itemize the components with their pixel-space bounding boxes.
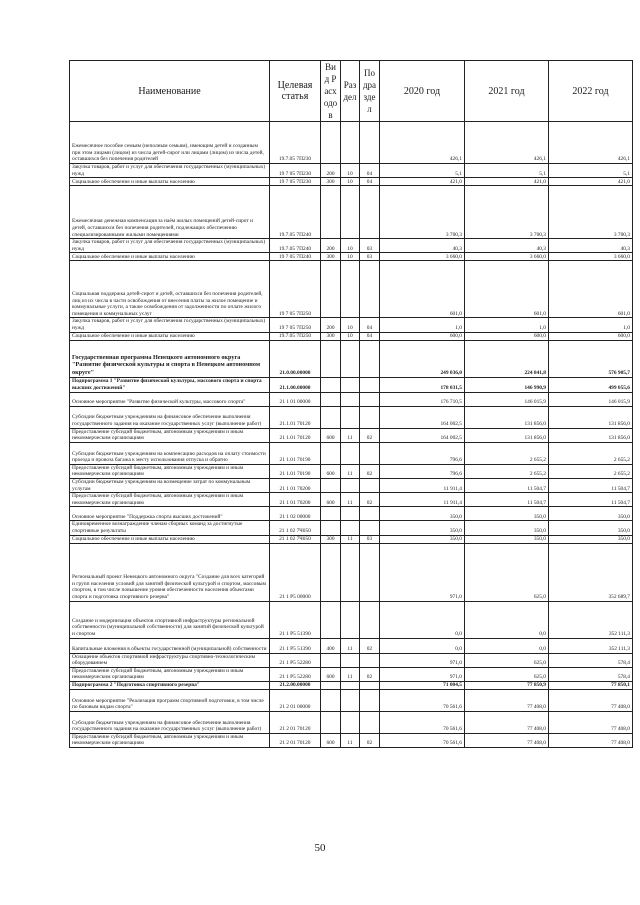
row-value-2022: 352 111,3 [549, 638, 633, 653]
row-razdel: 11 [341, 535, 360, 543]
row-target-code: 21 1.01 70120 [270, 428, 321, 442]
row-value-2021: 5,1 [465, 164, 549, 178]
row-value-2022: 426,1 [549, 122, 633, 164]
row-razdel: 10 [341, 318, 360, 332]
row-value-2020: 350,0 [380, 521, 465, 535]
row-podrazdel: 04 [360, 318, 380, 332]
row-vid: 300 [321, 535, 341, 543]
row-target-code: 21 1 01 70200 [270, 493, 321, 507]
row-value-2022: 77 408,0 [549, 711, 633, 733]
row-target-code: 21 2 01 70120 [270, 711, 321, 733]
row-name: Капитальные вложения в объекты государственной (муниципальной) собственности [70, 638, 270, 653]
col-header-target: Целевая статья [270, 61, 321, 122]
row-name: Социальная поддержка детей-сирот и детей, оставшихся без попечения родителей, лиц из их числа в части освобождения от внесения платы за жилое помещение и коммунальные услуги, а также освобождения от задолженности по оплате жилого помещения и коммунальных услуг [70, 261, 270, 318]
row-razdel: 11 [341, 733, 360, 747]
table-row [70, 667, 633, 681]
row-name: Социальное обеспечение и иные выплаты населению [70, 535, 270, 543]
row-value-2020: 600,0 [380, 332, 465, 340]
row-name: Субсидии бюджетным учреждениям на компенсацию расходов на оплату стоимости проезда и провоза багажа к месту использования отпуска и обратно [70, 442, 270, 464]
row-value-2022: 600,0 [549, 332, 633, 340]
row-target-code: 21 1.01 70190 [270, 442, 321, 464]
table-row [70, 239, 633, 253]
row-vid: 200 [321, 239, 341, 253]
row-vid [321, 392, 341, 406]
row-name: Субсидии бюджетным учреждениям на финансовое обеспечение выполнения государственного задания на оказание государственных услуг (выполнение работ) [70, 711, 270, 733]
row-value-2021: 77 408,0 [465, 733, 549, 747]
budget-table-sheet [69, 60, 632, 748]
row-razdel [341, 601, 360, 638]
row-target-code: 21 1 02 7Ч050 [270, 535, 321, 543]
row-razdel [341, 392, 360, 406]
row-value-2020: 1,0 [380, 318, 465, 332]
row-razdel [341, 377, 360, 392]
row-razdel [341, 507, 360, 521]
table-row [70, 261, 633, 318]
row-value-2022: 131 856,0 [549, 406, 633, 428]
row-value-2020: 421,0 [380, 178, 465, 186]
row-target-code: 21 2 01 70120 [270, 733, 321, 747]
row-value-2022: 601,0 [549, 261, 633, 318]
row-podrazdel [360, 442, 380, 464]
row-razdel [341, 521, 360, 535]
table-row [70, 681, 633, 689]
row-value-2020: 70 561,6 [380, 733, 465, 747]
row-name: Предоставление субсидий бюджетным, автономным учреждениям и иным некоммерческим организациям [70, 464, 270, 478]
table-row [70, 543, 633, 601]
row-value-2022: 350,0 [549, 507, 633, 521]
row-value-2020: 11 911,4 [380, 478, 465, 492]
row-target-code: 19 7 05 7П230 [270, 164, 321, 178]
row-podrazdel: 03 [360, 253, 380, 261]
table-row [70, 711, 633, 733]
row-value-2020: 176 710,5 [380, 392, 465, 406]
row-vid: 400 [321, 638, 341, 653]
page-number: 50 [314, 842, 326, 854]
row-value-2022: 5,1 [549, 164, 633, 178]
row-podrazdel: 04 [360, 178, 380, 186]
row-value-2021: 0,0 [465, 601, 549, 638]
row-value-2020: 164 002,5 [380, 428, 465, 442]
row-podrazdel [360, 261, 380, 318]
row-name: Закупка товаров, работ и услуг для обеспечения государственных (муниципальных) нужд [70, 318, 270, 332]
row-value-2021: 350,0 [465, 521, 549, 535]
row-vid: 300 [321, 178, 341, 186]
row-target-code: 21 1.01 70190 [270, 464, 321, 478]
row-razdel: 10 [341, 178, 360, 186]
row-razdel [341, 406, 360, 428]
row-value-2020: 5,1 [380, 164, 465, 178]
row-podrazdel [360, 392, 380, 406]
row-name: Основное мероприятие "Развитие физической культуры, массового спорта" [70, 392, 270, 406]
table-row [70, 406, 633, 428]
row-razdel [341, 681, 360, 689]
table-row [70, 464, 633, 478]
row-value-2020: 249 036,0 [380, 340, 465, 377]
row-value-2022: 3 700,3 [549, 186, 633, 239]
table-header-row [70, 61, 633, 122]
row-name: Закупка товаров, работ и услуг для обеспечения государственных (муниципальных) нужд [70, 239, 270, 253]
row-value-2020: 70 561,6 [380, 689, 465, 711]
row-value-2020: 3 660,0 [380, 253, 465, 261]
row-value-2020: 426,1 [380, 122, 465, 164]
row-podrazdel: 03 [360, 239, 380, 253]
row-podrazdel [360, 689, 380, 711]
row-razdel: 11 [341, 428, 360, 442]
row-value-2021: 11 504,7 [465, 493, 549, 507]
row-podrazdel: 02 [360, 464, 380, 478]
row-podrazdel [360, 711, 380, 733]
row-value-2020: 40,3 [380, 239, 465, 253]
row-value-2022: 350,0 [549, 535, 633, 543]
row-target-code: 21 1 Р5 00000 [270, 543, 321, 601]
col-header-2022: 2022 год [549, 61, 633, 122]
row-value-2021: 3 660,0 [465, 253, 549, 261]
row-value-2021: 11 504,7 [465, 478, 549, 492]
row-value-2020: 71 004,5 [380, 681, 465, 689]
row-value-2021: 426,1 [465, 122, 549, 164]
row-razdel [341, 543, 360, 601]
row-razdel: 11 [341, 667, 360, 681]
row-razdel: 11 [341, 464, 360, 478]
row-value-2021: 350,0 [465, 507, 549, 521]
row-vid [321, 507, 341, 521]
row-target-code: 19 7 05 7П250 [270, 261, 321, 318]
row-vid [321, 340, 341, 377]
row-vid [321, 186, 341, 239]
row-podrazdel [360, 340, 380, 377]
row-target-code: 21 1 02 7Ч050 [270, 521, 321, 535]
row-name: Предоставление субсидий бюджетным, автономным учреждениям и иным некоммерческим организациям [70, 733, 270, 747]
row-value-2022: 352 111,3 [549, 601, 633, 638]
row-value-2022: 421,0 [549, 178, 633, 186]
row-value-2021: 77 408,0 [465, 711, 549, 733]
row-name: Предоставление субсидий бюджетным, автономным учреждениям и иным некоммерческим организациям [70, 428, 270, 442]
row-name: Закупка товаров, работ и услуг для обеспечения государственных (муниципальных) нужд [70, 164, 270, 178]
row-target-code: 21 1 Р5 51390 [270, 601, 321, 638]
row-name: Социальное обеспечение и иные выплаты населению [70, 332, 270, 340]
table-row [70, 689, 633, 711]
row-name: Социальное обеспечение и иные выплаты населению [70, 178, 270, 186]
row-value-2022: 40,3 [549, 239, 633, 253]
row-value-2022: 2 655,2 [549, 442, 633, 464]
row-value-2020: 11 911,4 [380, 493, 465, 507]
row-podrazdel [360, 377, 380, 392]
row-value-2021: 146 015,9 [465, 392, 549, 406]
row-name: Региональный проект Ненецкого автономного округа "Создание для всех категорий и групп населения условий для занятий физической культурой и спортом, массовым спортом, в том числе повышение уровня обеспеченности населения объектами спорта и подготовка спортивного резерва" [70, 543, 270, 601]
table-row [70, 377, 633, 392]
row-target-code: 21 1 Р5 51390 [270, 638, 321, 653]
row-vid: 300 [321, 253, 341, 261]
table-row [70, 122, 633, 164]
row-value-2021: 77 850,9 [465, 681, 549, 689]
col-header-2021: 2021 год [465, 61, 549, 122]
row-name: Субсидии бюджетным учреждениям на финансовое обеспечение выполнения государственного задания на оказание государственных услуг (выполнение работ) [70, 406, 270, 428]
row-podrazdel [360, 681, 380, 689]
row-name: Единовременное вознаграждение членам сборных команд за достигнутые спортивные результаты [70, 521, 270, 535]
row-name: Основное мероприятие "Поддержка спорта высших достижений" [70, 507, 270, 521]
row-value-2021: 2 655,2 [465, 464, 549, 478]
row-podrazdel: 02 [360, 667, 380, 681]
row-podrazdel: 03 [360, 535, 380, 543]
row-target-code: 21.1.00.00000 [270, 377, 321, 392]
row-value-2021: 601,0 [465, 261, 549, 318]
row-value-2020: 796,6 [380, 442, 465, 464]
row-razdel [341, 122, 360, 164]
row-podrazdel [360, 406, 380, 428]
row-value-2021: 146 990,9 [465, 377, 549, 392]
row-target-code: 21 1 01 70200 [270, 478, 321, 492]
row-value-2022: 3 660,0 [549, 253, 633, 261]
row-value-2021: 625,0 [465, 667, 549, 681]
row-value-2021: 40,3 [465, 239, 549, 253]
row-value-2022: 146 015,9 [549, 392, 633, 406]
row-value-2021: 350,0 [465, 535, 549, 543]
row-target-code: 21 1 Р5 52280 [270, 667, 321, 681]
row-value-2020: 70 561,6 [380, 711, 465, 733]
row-value-2020: 3 700,3 [380, 186, 465, 239]
row-podrazdel [360, 521, 380, 535]
row-vid [321, 478, 341, 492]
row-value-2020: 971,0 [380, 667, 465, 681]
row-name: Ежемесячная денежная компенсация за наём жилых помещений детей-сирот и детей, оставшихся без попечения родителей, подлежащих обеспечению специализированными жилыми помещениями [70, 186, 270, 239]
table-row [70, 332, 633, 340]
row-value-2022: 11 504,7 [549, 493, 633, 507]
row-razdel [341, 186, 360, 239]
col-header-name: Наименование [70, 61, 270, 122]
row-value-2022: 352 689,7 [549, 543, 633, 601]
row-podrazdel [360, 601, 380, 638]
row-value-2022: 350,0 [549, 521, 633, 535]
row-target-code: 21 2 01 00000 [270, 689, 321, 711]
table-row [70, 478, 633, 492]
row-value-2020: 164 002,5 [380, 406, 465, 428]
row-value-2022: 576 905,7 [549, 340, 633, 377]
row-name: Предоставление субсидий бюджетным, автономным учреждениям и иным некоммерческим организациям [70, 667, 270, 681]
row-name: Создание и модернизация объектов спортивной инфраструктуры региональной собственности (муниципальной собственности) для занятий физической культурой и спортом [70, 601, 270, 638]
row-value-2021: 625,0 [465, 653, 549, 667]
row-value-2020: 971,0 [380, 543, 465, 601]
row-value-2022: 77 408,0 [549, 689, 633, 711]
row-vid: 600 [321, 428, 341, 442]
row-target-code: 19 7 05 7П250 [270, 318, 321, 332]
row-podrazdel [360, 507, 380, 521]
row-razdel: 10 [341, 239, 360, 253]
row-vid: 600 [321, 493, 341, 507]
row-name: Оснащение объектов спортивной инфраструктуры спортивно-технологическим оборудованием [70, 653, 270, 667]
row-razdel [341, 442, 360, 464]
row-vid [321, 543, 341, 601]
row-target-code: 19.7.05 7П230 [270, 122, 321, 164]
row-podrazdel [360, 478, 380, 492]
table-row [70, 653, 633, 667]
row-razdel: 11 [341, 493, 360, 507]
row-podrazdel: 02 [360, 733, 380, 747]
row-value-2021: 131 856,0 [465, 406, 549, 428]
col-header-razdel: Раздел [341, 61, 360, 122]
table-row [70, 428, 633, 442]
row-vid [321, 681, 341, 689]
table-row [70, 733, 633, 747]
row-vid [321, 406, 341, 428]
row-target-code: 19.7.05 7П240 [270, 186, 321, 239]
row-value-2021: 131 856,0 [465, 428, 549, 442]
row-vid [321, 442, 341, 464]
row-podrazdel [360, 122, 380, 164]
row-target-code: 21 1 01 00000 [270, 392, 321, 406]
row-razdel: 10 [341, 332, 360, 340]
row-value-2020: 0,0 [380, 638, 465, 653]
table-row [70, 521, 633, 535]
row-target-code: 21.0.00.00000 [270, 340, 321, 377]
row-vid: 300 [321, 332, 341, 340]
row-value-2020: 350,0 [380, 535, 465, 543]
table-row [70, 253, 633, 261]
row-target-code: 19.7.05 7П250 [270, 332, 321, 340]
row-razdel [341, 653, 360, 667]
row-name: Подпрограмма 1 "Развитие физической культуры, массового спорта и спорта высших достижений" [70, 377, 270, 392]
table-row [70, 601, 633, 638]
row-podrazdel: 02 [360, 493, 380, 507]
row-podrazdel [360, 543, 380, 601]
col-header-podrazdel: Подраздел [360, 61, 380, 122]
table-row [70, 442, 633, 464]
row-value-2022: 1,0 [549, 318, 633, 332]
row-value-2021: 421,0 [465, 178, 549, 186]
table-row [70, 164, 633, 178]
table-row [70, 340, 633, 377]
row-name: Ежемесячное пособие семьям (неполным семьям), имеющим детей и созданным при этом лицами (лицом) из числа детей-сирот или лицами (лицом) из числа детей, оставшихся без попечения родителей [70, 122, 270, 164]
row-value-2020: 796,6 [380, 464, 465, 478]
row-value-2020: 350,0 [380, 507, 465, 521]
row-name: Социальное обеспечение и иные выплаты населению [70, 253, 270, 261]
row-value-2022: 578,4 [549, 667, 633, 681]
table-row [70, 318, 633, 332]
table-row [70, 535, 633, 543]
row-name: Основное мероприятие "Реализация программ спортивной подготовки, в том числе по базовым видам спорта" [70, 689, 270, 711]
row-razdel: 10 [341, 253, 360, 261]
row-vid [321, 601, 341, 638]
row-vid [321, 261, 341, 318]
row-value-2022: 77 408,0 [549, 733, 633, 747]
row-razdel [341, 689, 360, 711]
budget-table [69, 60, 633, 748]
col-header-2020: 2020 год [380, 61, 465, 122]
row-value-2020: 601,0 [380, 261, 465, 318]
row-razdel: 10 [341, 164, 360, 178]
row-value-2021: 625,0 [465, 543, 549, 601]
row-value-2022: 578,4 [549, 653, 633, 667]
row-value-2020: 0,0 [380, 601, 465, 638]
row-razdel [341, 711, 360, 733]
row-podrazdel [360, 653, 380, 667]
row-vid [321, 711, 341, 733]
row-vid: 600 [321, 733, 341, 747]
row-value-2022: 131 856,0 [549, 428, 633, 442]
row-target-code: 19 7 05 7П230 [270, 178, 321, 186]
col-header-vid: Вид Расходов [321, 61, 341, 122]
row-podrazdel [360, 186, 380, 239]
table-row [70, 392, 633, 406]
row-value-2020: 971,0 [380, 653, 465, 667]
table-row [70, 178, 633, 186]
row-vid: 200 [321, 318, 341, 332]
row-name: Подпрограмма 2 "Подготовка спортивного резерва" [70, 681, 270, 689]
row-value-2021: 600,0 [465, 332, 549, 340]
row-name: Предоставление субсидий бюджетным, автономным учреждениям и иным некоммерческим организациям [70, 493, 270, 507]
row-razdel: 11 [341, 638, 360, 653]
row-name: Государственная программа Ненецкого автономного округа "Развитие физической культуры и спорта в Ненецком автономном округе" [70, 340, 270, 377]
table-row [70, 507, 633, 521]
row-podrazdel: 04 [360, 164, 380, 178]
row-target-code: 19 7 05 7П240 [270, 253, 321, 261]
row-value-2020: 178 031,5 [380, 377, 465, 392]
row-podrazdel: 04 [360, 332, 380, 340]
row-target-code: 21.1.01 70120 [270, 406, 321, 428]
row-razdel [341, 261, 360, 318]
row-value-2021: 0,0 [465, 638, 549, 653]
table-row [70, 186, 633, 239]
row-razdel [341, 478, 360, 492]
row-vid [321, 122, 341, 164]
row-vid [321, 689, 341, 711]
row-vid [321, 521, 341, 535]
row-razdel [341, 340, 360, 377]
row-vid: 600 [321, 667, 341, 681]
row-value-2021: 77 408,0 [465, 689, 549, 711]
row-value-2022: 77 850,1 [549, 681, 633, 689]
row-target-code: 21.2.00.00000 [270, 681, 321, 689]
row-vid: 600 [321, 464, 341, 478]
row-vid [321, 653, 341, 667]
row-value-2021: 2 655,2 [465, 442, 549, 464]
row-value-2022: 2 655,2 [549, 464, 633, 478]
row-value-2022: 11 504,7 [549, 478, 633, 492]
table-row [70, 638, 633, 653]
row-podrazdel: 02 [360, 638, 380, 653]
row-value-2021: 1,0 [465, 318, 549, 332]
row-value-2021: 3 700,3 [465, 186, 549, 239]
row-name: Субсидии бюджетным учреждениям на возмещение затрат по коммунальным услугам [70, 478, 270, 492]
row-vid [321, 377, 341, 392]
row-target-code: 19.7.05 7П240 [270, 239, 321, 253]
row-value-2022: 499 055,6 [549, 377, 633, 392]
table-body [70, 122, 633, 748]
row-target-code: 21 1 02 00000 [270, 507, 321, 521]
row-target-code: 21 1 Р5 52280 [270, 653, 321, 667]
row-vid: 200 [321, 164, 341, 178]
row-value-2021: 224 841,8 [465, 340, 549, 377]
table-row [70, 493, 633, 507]
row-podrazdel: 02 [360, 428, 380, 442]
